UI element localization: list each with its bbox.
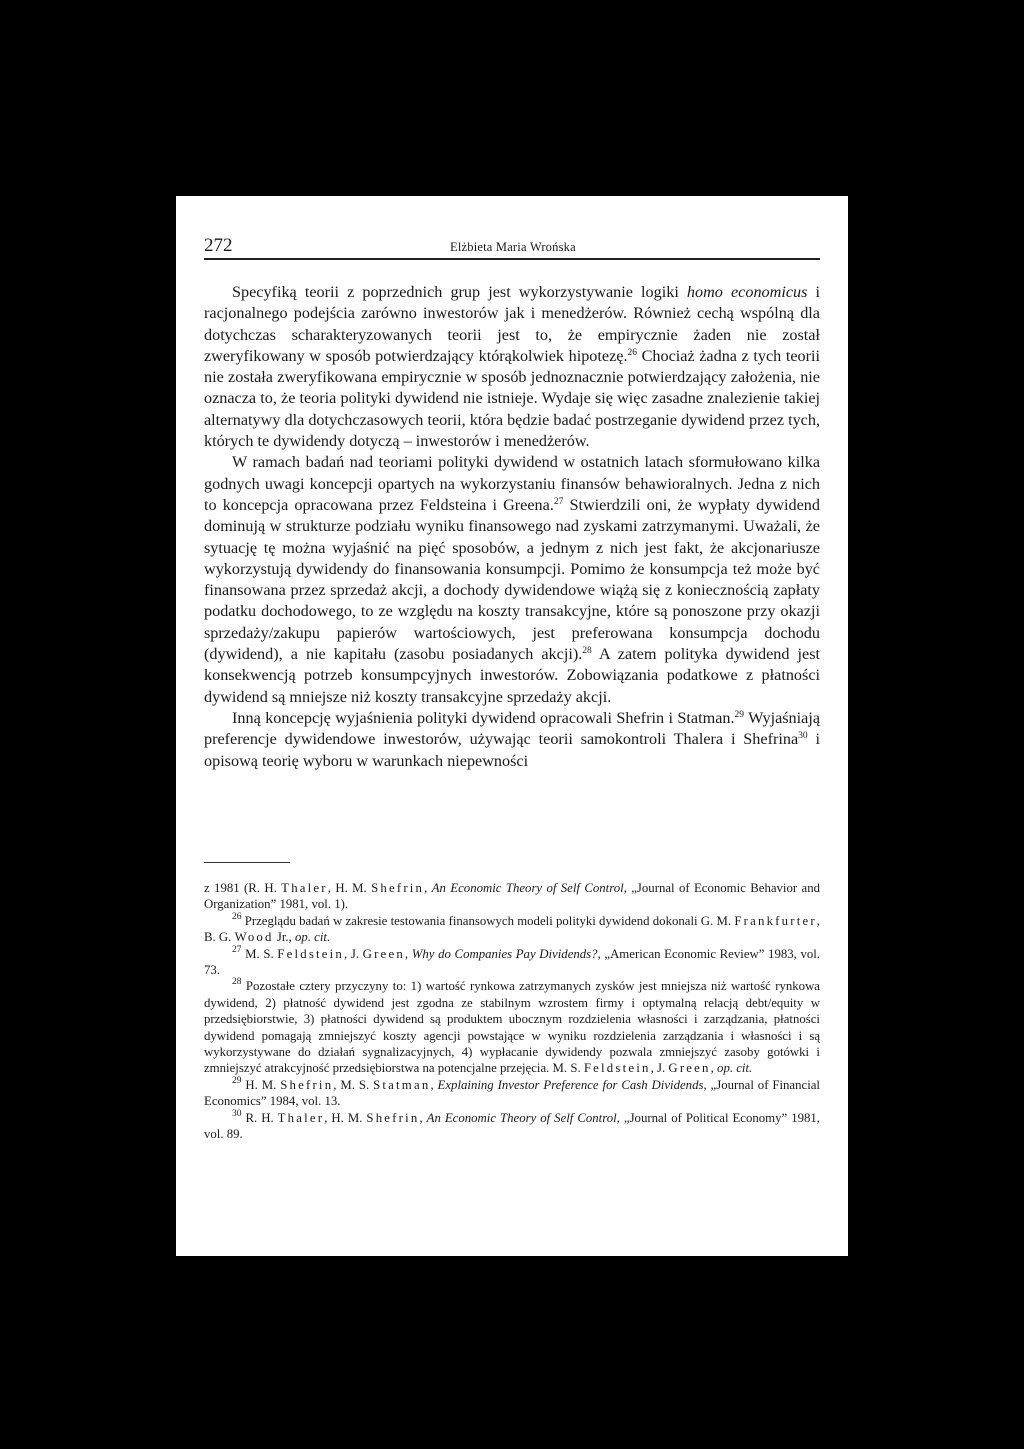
text-run: , „American Economic Review” 1983, vol. 73.: [204, 946, 821, 978]
work-title: An Economic Theory of Self Control: [431, 881, 624, 895]
author-name: Feldstein: [277, 946, 345, 961]
author-name: Thaler: [277, 1110, 325, 1125]
text-run: ,: [404, 946, 412, 961]
text-run: i opisową teorię wyboru w warunkach niepewności: [204, 730, 820, 770]
work-title: An Economic Theory of Self Control: [426, 1110, 617, 1125]
text-run: H. M.: [241, 1077, 281, 1092]
author-name: Statman: [373, 1077, 431, 1092]
text-run: M. S.: [241, 946, 278, 961]
text-run: , H. M.: [327, 881, 372, 895]
footnote-continued: [204, 880, 820, 913]
footnote-ref-29: 29: [734, 709, 745, 720]
text-run: , „Journal of Political Economy” 1981, vol. 89.: [204, 1110, 820, 1142]
footnote-28: [204, 978, 820, 1076]
citation-abbrev: op. cit.: [717, 1061, 753, 1076]
footnote-26: [204, 913, 820, 946]
text-run: i racjonalnego podejścia zarówno inwestorów jak i menedżerów. Również cechą wspólną dla dotychczas scharakteryzowanych teorii jest to, że empirycznie żaden nie został zweryfikowany w sposób potwierdzający którąkolwiek hipotezę.: [204, 283, 820, 365]
running-head-author: Elżbieta Maria Wrońska: [450, 240, 576, 254]
text-run: W ramach badań nad teoriami polityki dywidend w ostatnich latach sformułowano kilka godnych uwagi koncepcji opartych na wykorzystaniu finansów behawioralnych. Jedna z nich to koncepcja opracowana przez Feldsteina i Greena.: [204, 453, 820, 514]
footnote-ref-27: 27: [553, 496, 564, 507]
paragraph-1: [204, 282, 820, 452]
footnote-number: 30: [232, 1108, 242, 1119]
italic-term: homo economicus: [686, 283, 808, 301]
footnote-number: 29: [232, 1075, 242, 1086]
text-run: , J.: [650, 1061, 669, 1076]
text-run: , „Journal of Financial Economics” 1984, vol. 13.: [204, 1077, 820, 1109]
author-name: Frankfurter: [734, 913, 817, 928]
main-text: [204, 282, 820, 772]
paragraph-3: [204, 708, 820, 772]
text-run: Stwierdzili oni, że wypłaty dywidend dominują w strukturze podziału wyniku finansowego nad zyskami zatrzymanymi. Uważali, że sytuację tę można wyjaśnić na pięć sposobów, a jednym z nich jest fakt, że akcjonariusze wykorzystują dywidendy do finansowania konsumpcji. Pomimo że konsumpcja też może być finansowana przez sprzedaż akcji, a dochody dywidendowe wiążą się z koniecznością zapłaty podatku dochodowego, to ze względu na koszty transakcyjne, które są ponoszone przy okazji sprzedaży/zakupu papierów wartościowych, jest preferowana konsumpcja dochodu (dywidend), a nie kapitału (zasobu posiadanych akcji).: [204, 495, 820, 664]
paragraph-2: [204, 452, 820, 708]
work-title: Why do Companies Pay Dividends?: [411, 946, 598, 961]
footnote-ref-28: 28: [582, 646, 592, 657]
text-run: R. H.: [241, 1110, 278, 1125]
author-name: Shefrin: [366, 1110, 420, 1125]
text-run: Specyfiką teorii z poprzednich grup jest wykorzystywanie logiki: [232, 283, 687, 301]
author-name: Shefrin: [280, 1077, 334, 1092]
footnote-number: 27: [232, 944, 242, 955]
document-page: [176, 196, 848, 1256]
footnote-27: [204, 946, 820, 979]
page-header: [204, 232, 820, 260]
author-name: Wood: [234, 930, 274, 945]
text-run: Przeglądu badań w zakresie testowania finansowych modeli polityki dywidend dokonali G. M.: [241, 913, 735, 928]
work-title: Explaining Investor Preference for Cash Dividends: [437, 1077, 704, 1092]
text-run: A zatem polityka dywidend jest konsekwencją potrzeb konsumpcyjnych inwestorów. Zobowiązania podatkowe z płatności dywidend są mniejsze niż koszty transakcyjne sprzedaży akcji.: [204, 645, 820, 706]
text-run: , H. M.: [324, 1110, 367, 1125]
page-number: 272: [204, 235, 233, 256]
citation-abbrev: op. cit.: [294, 930, 331, 945]
text-run: ,: [419, 1110, 427, 1125]
author-name: Feldstein: [583, 1061, 651, 1076]
text-run: z 1981 (R. H.: [204, 881, 282, 895]
text-run: ,: [430, 1077, 438, 1092]
footnote-ref-30: 30: [798, 731, 808, 742]
footnotes: [204, 880, 820, 1143]
author-name: Green: [362, 946, 405, 961]
author-name: Thaler: [281, 881, 328, 895]
text-run: , M. S.: [333, 1077, 374, 1092]
footnote-number: 26: [232, 911, 242, 922]
footnote-30: [204, 1110, 820, 1143]
text-run: , J.: [344, 946, 363, 961]
text-run: ,: [424, 881, 432, 895]
footnote-ref-26: 26: [627, 347, 637, 358]
footnote-separator: [204, 862, 290, 863]
footnote-29: [204, 1077, 820, 1110]
text-run: Chociaż żadna z tych teorii nie została zweryfikowana empirycznie w sposób jednoznacznie potwierdzający założenia, nie oznacza to, że teoria polityki dywidend nie istnieje. Wydaje się więc zasadne znalezienie takiej alternatywy dla dotychczasowych teorii, która będzie badać postrzeganie dywidend przez tych, których te dywidendy dotyczą – inwestorów i menedżerów.: [204, 346, 820, 451]
text-run: Inną koncepcję wyjaśnienia polityki dywidend opracowali Shefrin i Statman.: [232, 708, 735, 727]
text-run: Pozostałe cztery przyczyny to: 1) wartość rynkowa zatrzymanych zysków jest mniejsza niż wartość rynkowa dywidend, 2) płatność dywidend jest zgodna ze stabilnym wzrostem firmy i optymalną relacją debt/equity w przedsiębiorstwie, 3) płatności dywidend są produktem ubocznym rozdzielenia własności i zarządzania, płatności dywidend pomagają zmniejszyć koszty agencji powstające w wyniku rozdzielenia zarządzania i własności i są wykorzystywane do działań sygnalizacyjnych, 4) wypłacanie dywidendy pozwala zmniejszyć zasoby gotówki i zmniejszyć atrakcyjność przedsiębiorstwa na potencjalne przejęcia. M. S.: [204, 979, 820, 1076]
footnote-number: 28: [232, 977, 242, 988]
text-run: ,: [710, 1061, 718, 1076]
text-run: , „Journal of Economic Behavior and Organization” 1981, vol. 1).: [204, 881, 820, 912]
text-run: , B. G.: [204, 913, 820, 945]
text-run: Wyjaśniają preferencje dywidendowe inwestorów, używając teorii samokontroli Thalera i Shefrina: [204, 708, 821, 749]
author-name: Shefrin: [371, 881, 425, 895]
text-run: Jr.,: [273, 930, 295, 945]
author-name: Green: [668, 1061, 711, 1076]
